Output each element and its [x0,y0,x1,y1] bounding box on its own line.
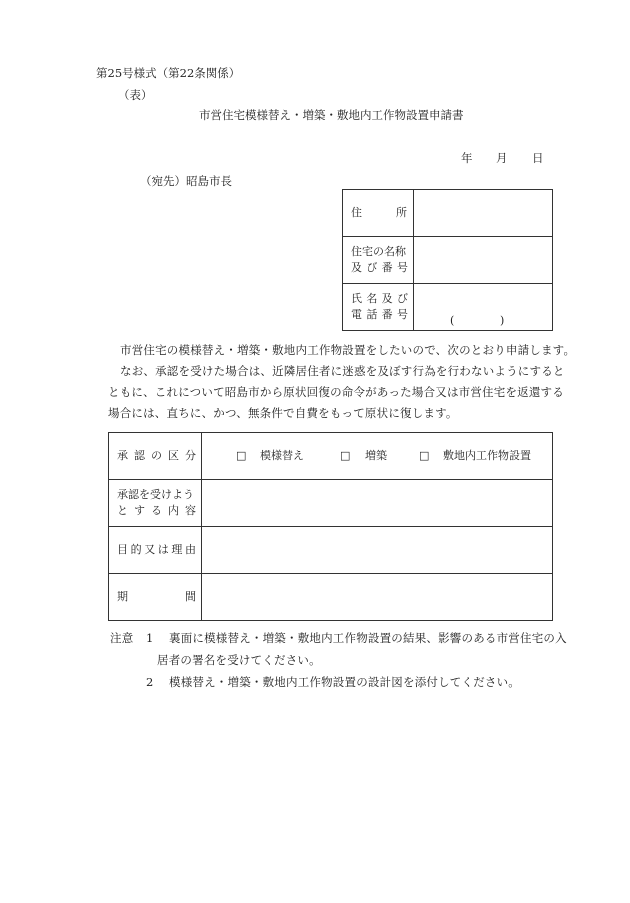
date-month: 月 [496,151,508,165]
note-1-line1: 裏面に模様替え・増築・敷地内工作物設置の結果、影響のある市営住宅の入 [169,631,567,645]
phone-label-char: 番 [381,308,393,321]
period-field[interactable] [202,574,553,621]
phone-paren-close: ) [500,314,505,327]
notes-label: 注意 [110,631,134,645]
body-line-4: 場合には、直ちに、かつ、無条件で自費をもって原状に復します。 [108,406,458,420]
option-remodel: 模様替え [260,449,304,462]
name-label-char: 名 [366,292,378,305]
phone-label-char: 話 [366,308,378,321]
housing-label-cell [343,237,414,284]
content-label-line1: 承認を受けよう [117,488,194,501]
name-phone-field[interactable] [414,284,553,331]
content-field[interactable] [202,480,553,527]
checkbox-structure[interactable]: □ [419,449,430,462]
content-label-char: る [151,504,162,517]
category-label-char: 区 [168,449,179,462]
body-line-1: 市営住宅の模様替え・増築・敷地内工作物設置をしたいので、次のとおり申請します。 [120,343,576,357]
category-label-char: 分 [185,449,196,462]
note-2-number: 2 [146,675,154,689]
address-label-cell [343,190,414,237]
purpose-label-char: は [157,543,169,556]
note-2-text: 模様替え・増築・敷地内工作物設置の設計図を添付してください。 [169,675,520,689]
housing-label-line1: 住宅の名称 [351,245,406,258]
purpose-label-char: 目 [117,543,128,556]
housing-label-char: び [366,261,378,274]
category-label-cell [109,433,202,480]
address-label-char: 所 [396,206,407,219]
form-title: 市営住宅模様替え・増築・敷地内工作物設置申請書 [199,108,464,122]
phone-label-char: 号 [396,308,408,321]
phone-paren-open: ( [450,314,455,327]
purpose-field[interactable] [202,527,553,574]
housing-label-char: 番 [381,261,393,274]
request-table [108,432,553,621]
name-label-char: 氏 [351,292,362,305]
period-label-cell [109,574,202,621]
checkbox-extension[interactable]: □ [340,449,351,462]
applicant-table [342,189,553,331]
purpose-label-cell [109,527,202,574]
category-options-cell [202,433,553,480]
housing-label-char: 号 [396,261,408,274]
period-label-char: 期 [117,590,128,603]
purpose-label-char: 的 [130,543,142,556]
body-line-3: ともに、これについて昭島市から原状回復の命令があった場合又は市営住宅を返還する [108,385,564,399]
name-label-cell [343,284,414,331]
date-year: 年 [461,151,473,165]
date-day: 日 [532,151,544,165]
purpose-label-char: 理 [171,543,183,556]
purpose-label-char: 又 [144,543,156,556]
purpose-label-char: 由 [184,543,196,556]
name-label-char: 及 [381,292,393,305]
checkbox-remodel[interactable]: □ [236,449,247,462]
content-label-char: と [117,504,128,517]
note-1-number: 1 [146,631,154,645]
option-extension: 増築 [365,449,387,462]
category-label-char: 認 [134,449,145,462]
content-label-char: 容 [185,504,196,517]
address-field[interactable] [414,190,553,237]
housing-field[interactable] [414,237,553,284]
category-label-char: の [151,449,162,462]
side-label: （表） [118,88,153,102]
category-label-char: 承 [117,449,128,462]
content-label-char: 内 [168,504,179,517]
body-line-2: なお、承認を受けた場合は、近隣居住者に迷惑を及ぼす行為を行わないようにすると [120,364,565,378]
content-label-cell [109,480,202,527]
address-label-char: 住 [351,206,362,219]
note-1-line2: 居者の署名を受けてください。 [157,653,321,667]
phone-label-char: 電 [351,308,362,321]
name-label-char: び [396,292,408,305]
option-structure: 敷地内工作物設置 [443,449,531,462]
period-label-char: 間 [185,590,196,603]
content-label-char: す [134,504,145,517]
housing-label-char: 及 [351,261,362,274]
addressee: （宛先）昭島市長 [140,174,232,188]
form-number: 第25号様式（第22条関係） [96,66,241,80]
